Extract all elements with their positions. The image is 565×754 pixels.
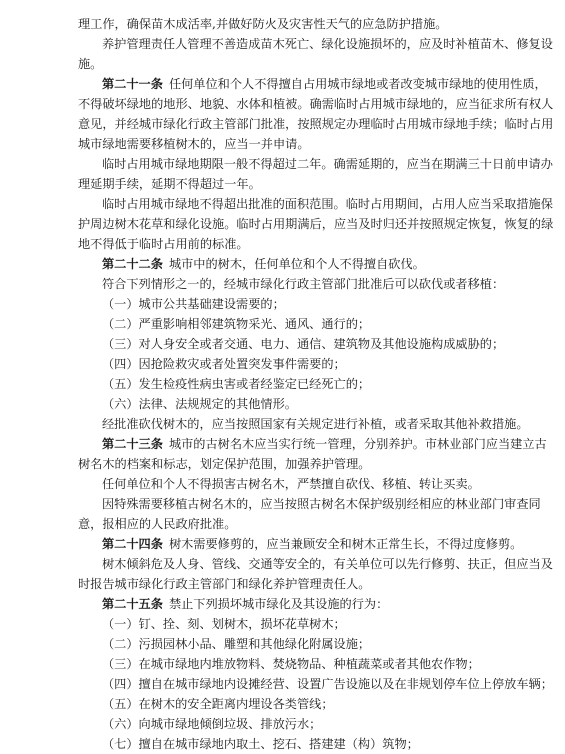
line-text: （三）对人身安全或者交通、电力、通信、建筑物及其他设施构成威胁的； — [102, 337, 505, 351]
continuation-line — [78, 514, 498, 534]
line-text: 任何单位和个人不得擅自占用城市绿地或者改变城市绿地的使用性质， — [168, 77, 547, 91]
line-text: 施。 — [78, 57, 103, 71]
continuation-line — [78, 174, 498, 194]
line-text: （四）因抢险救灾或者处置突发事件需要的； — [102, 357, 346, 371]
line-text: （一）城市公共基础建设需要的； — [102, 297, 285, 311]
line-text: （二）污损园林小品、雕塑和其他绿化附属设施； — [102, 637, 371, 651]
line-text: 养护管理责任人管理不善造成苗木死亡、绿化设施损坏的，应及时补植苗木、修复设 — [102, 37, 553, 51]
paragraph-start-line — [78, 494, 541, 514]
list-item-line — [78, 354, 498, 374]
line-text: 护周边树木花草和绿化设施。临时占用期满后，应当及时归还并按照规定恢复，恢复的绿 — [78, 217, 554, 231]
list-item-line — [78, 294, 498, 314]
list-item-line — [78, 314, 498, 334]
line-text: （六）法律、法规规定的其他情形。 — [102, 397, 297, 411]
continuation-line — [78, 234, 498, 254]
article-number: 第二十一条 — [102, 77, 163, 91]
line-text: （二）严重影响相邻建筑物采光、通风、通行的； — [102, 317, 371, 331]
line-text: 城市绿地需要移植树木的，应当一并申请。 — [78, 137, 310, 151]
continuation-line — [78, 574, 498, 594]
article-heading-line — [78, 254, 498, 274]
line-text: 禁止下列损坏城市绿化及其设施的行为： — [168, 597, 389, 611]
continuation-line — [78, 214, 554, 234]
list-item-line — [78, 374, 498, 394]
article-number: 第二十二条 — [102, 257, 163, 271]
paragraph-start-line — [78, 554, 553, 574]
line-text: 不得破坏绿地的地形、地貌、水体和植被。确需临时占用城市绿地的，应当征求所有权人 — [78, 97, 554, 111]
list-item-line — [78, 734, 498, 754]
continuation-line — [78, 454, 498, 474]
line-text: 经批准砍伐树木的，应当按照国家有关规定进行补植，或者采取其他补救措施。 — [102, 417, 529, 431]
line-text: 临时占用城市绿地期限一般不得超过二年。确需延期的，应当在期满三十日前申请办 — [102, 157, 553, 171]
article-number: 第二十五条 — [102, 597, 163, 611]
line-text: 树名木的档案和标志，划定保护范围，加强养护管理。 — [78, 457, 371, 471]
article-heading-line — [78, 534, 523, 554]
list-item-line — [78, 334, 505, 354]
article-number: 第二十三条 — [102, 437, 163, 451]
article-heading-line — [78, 74, 547, 94]
line-text: 时报告城市绿化行政主管部门和绿化养护管理责任人。 — [78, 577, 371, 591]
paragraph-start-line — [78, 154, 553, 174]
paragraph-start-line — [78, 274, 505, 294]
article-number: 第二十四条 — [102, 537, 163, 551]
list-item-line — [78, 654, 498, 674]
line-text: 临时占用城市绿地不得超出批准的面积范围。临时占用期间，占用人应当采取措施保 — [102, 197, 553, 211]
line-text: 树木需要修剪的，应当兼顾安全和树木正常生长，不得过度修剪。 — [168, 537, 523, 551]
continuation-line — [78, 134, 498, 154]
line-text: 树木倾斜危及人身、管线、交通等安全的，有关单位可以先行修剪、扶正，但应当及 — [102, 557, 553, 571]
line-text: 意见，并经城市绿化行政主管部门批准，按照规定办理临时占用城市绿地手续；临时占用 — [78, 117, 554, 131]
line-text: （四）擅自在城市绿地内设摊经营、设置广告设施以及在非规划停车位上停放车辆； — [102, 677, 553, 691]
line-text: 符合下列情形之一的，经城市绿化行政主管部门批准后可以砍伐或者移植： — [102, 277, 505, 291]
line-text: （五）在树木的安全距离内埋设各类管线； — [102, 697, 334, 711]
line-text: （七）擅自在城市绿地内取土、挖石、搭建建（构）筑物； — [102, 737, 419, 751]
document-page — [78, 14, 554, 754]
continuation-line — [78, 94, 554, 114]
paragraph-start-line — [78, 34, 553, 54]
line-text: 理延期手续，延期不得超过一年。 — [78, 177, 261, 191]
list-item-line — [78, 614, 498, 634]
continuation-line — [78, 14, 498, 34]
line-text: 城市的古树名木应当实行统一管理，分别养护。市林业部门应当建立古 — [168, 437, 547, 451]
line-text: （三）在城市绿地内堆放物料、焚烧物品、种植蔬菜或者其他农作物； — [102, 657, 480, 671]
line-text: 理工作，确保苗木成活率,并做好防火及灾害性天气的应急防护措施。 — [78, 17, 448, 31]
continuation-line — [78, 54, 498, 74]
list-item-line — [78, 634, 498, 654]
list-item-line — [78, 694, 498, 714]
list-item-line — [78, 394, 498, 414]
line-text: 任何单位和个人不得损害古树名木，严禁擅自砍伐、移植、转让买卖。 — [102, 477, 480, 491]
list-item-line — [78, 714, 498, 734]
article-heading-line — [78, 594, 498, 614]
line-text: 城市中的树木，任何单位和个人不得擅自砍伐。 — [168, 257, 425, 271]
line-text: （一）钉、拴、刻、划树木，损坏花草树木； — [102, 617, 346, 631]
line-text: 因特殊需要移植古树名木的，应当按照古树名木保护级别经相应的林业部门审查同 — [102, 497, 541, 511]
paragraph-start-line — [78, 474, 498, 494]
article-heading-line — [78, 434, 547, 454]
paragraph-start-line — [78, 194, 553, 214]
line-text: 意，报相应的人民政府批准。 — [78, 517, 237, 531]
paragraph-start-line — [78, 414, 529, 434]
list-item-line — [78, 674, 553, 694]
line-text: 地不得低于临时占用前的标准。 — [78, 237, 249, 251]
line-text: （五）发生检疫性病虫害或者经鉴定已经死亡的； — [102, 377, 371, 391]
line-text: （六）向城市绿地倾倒垃圾、排放污水； — [102, 717, 322, 731]
continuation-line — [78, 114, 554, 134]
